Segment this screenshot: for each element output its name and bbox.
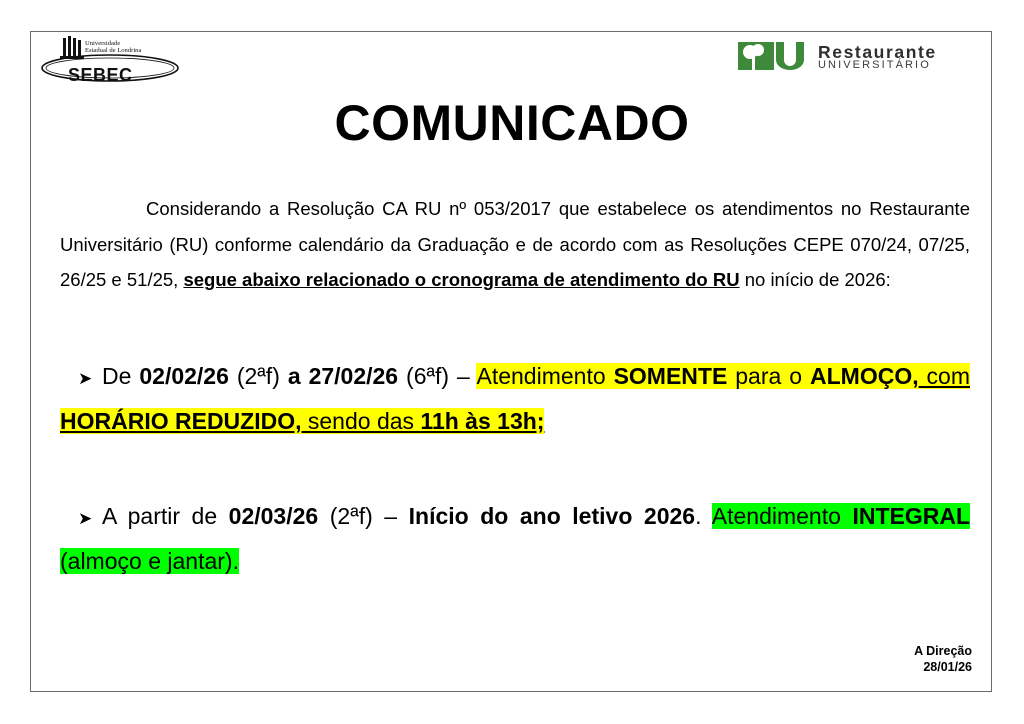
item2-text: A partir de [102,503,229,529]
item1-reduced-hours: HORÁRIO REDUZIDO, [60,408,302,434]
item2-integral: INTEGRAL [852,503,970,529]
item2-date: 02/03/26 [228,503,319,529]
item1-text: De [102,363,140,389]
item2-weekday: (2ªf) – [318,503,409,529]
item2-school-year: Início do ano letivo 2026 [408,503,696,529]
ru-subtitle: UNIVERSITÁRIO [818,59,931,71]
item1-lunch: ALMOÇO, [810,363,919,389]
item1-end-date: 27/02/26 [308,363,399,389]
page-title: COMUNICADO [334,95,690,151]
university-name [85,40,141,55]
intro-text: Considerando a Resolução CA RU nº 053/2017 que estabelece os atendimentos no Restaurante Universitário (RU) conforme calendário da Graduação e de acordo com as Resoluções CEPE 070/24, 07/25, 26/25 e 51/25, [60,198,970,290]
item2-period: . [695,503,712,529]
arrow-bullet-icon: ➤ [78,509,93,528]
university-line1: Universidade [85,40,121,47]
item1-time-range: 11h às 13h; [420,408,545,434]
item2-service: Atendimento [711,503,853,529]
intro-paragraph [60,191,970,298]
item1-weekday-end: (6ªf) – [398,363,477,389]
item1-highlight-1 [476,363,810,389]
signature-name: A Direção [914,644,972,658]
item1-connector: a [287,363,301,389]
ru-title: Restaurante [818,42,937,62]
item1-with: com [918,363,971,389]
item1-start-date: 02/02/26 [139,363,229,389]
university-line2: Estadual de Londrina [85,47,142,55]
signature [880,644,972,675]
item1-only: SOMENTE [613,363,728,389]
sebec-logo [40,36,182,88]
arrow-bullet-icon: ➤ [78,369,93,388]
ru-tree-icon [738,40,814,72]
sebec-name: SEBEC [68,65,133,85]
ru-logo [738,40,978,72]
list-item [60,495,970,583]
intro-tail: no início de 2026: [739,269,891,290]
item1-weekday: (2ªf) [228,363,288,389]
intro-emphasis: segue abaixo relacionado o cronograma de atendimento do RU [183,269,740,290]
item1-from: sendo das [301,408,421,434]
item2-meals: (almoço e jantar). [60,548,239,574]
list-item [60,355,970,443]
signature-date: 28/01/26 [923,659,972,674]
item1-for: para o [727,363,810,389]
item1-service: Atendimento [476,363,614,389]
